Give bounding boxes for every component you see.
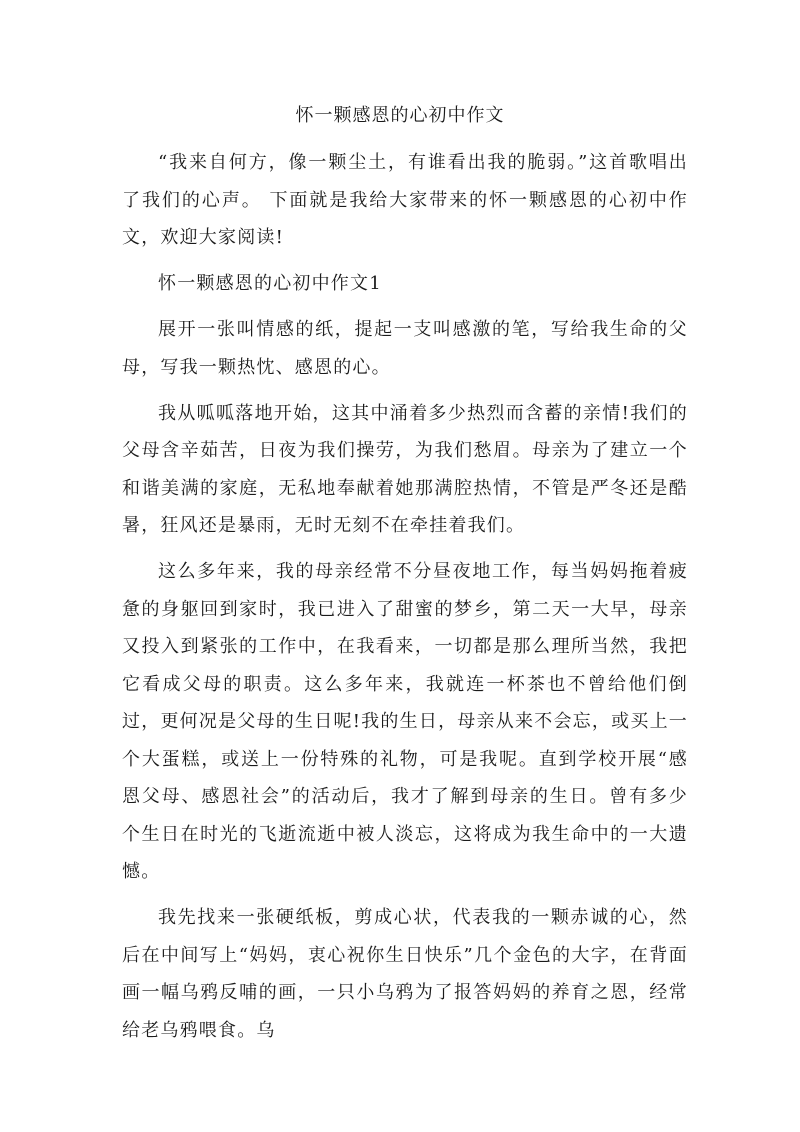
paragraph: 这么多年来，我的母亲经常不分昼夜地工作，每当妈妈拖着疲惫的身躯回到家时，我已进入了甜蜜的梦乡，第二天一大早，母亲又投入到紧张的工作中，在我看来，一切都是那么理所当然，我把它看成父母的职责。这么多年来，我就连一杯茶也不曾给他们倒过，更何况是父母的生日呢!我的生日，母亲从来不会忘，或买上一个大蛋糕，或送上一份特殊的礼物，可是我呢。直到学校开展“感恩父母、感恩社会”的活动后，我才了解到母亲的生日。曾有多少个生日在时光的飞逝流逝中被人淡忘，这将成为我生命中的一大遗憾。: [122, 561, 688, 882]
paragraph: 我先找来一张硬纸板，剪成心状，代表我的一颗赤诚的心，然后在中间写上“妈妈，衷心祝你生日快乐”几个金色的大字，在背面画一幅乌鸦反哺的画，一只小乌鸦为了报答妈妈的养育之恩，经常给老乌鸦喂食。乌: [122, 907, 688, 1041]
document-title: 怀一颗感恩的心初中作文: [295, 105, 505, 126]
paragraph: 展开一张叫情感的纸，提起一支叫感激的笔，写给我生命的父母，写我一颗热忱、感恩的心。: [122, 319, 688, 378]
document-body: [122, 144, 688, 1058]
paragraph-intro: “我来自何方，像一颗尘土，有谁看出我的脆弱。”这首歌唱出了我们的心声。 下面就是我给大家带来的怀一颗感恩的心初中作文，欢迎大家阅读!: [122, 152, 688, 248]
paragraph: 我从呱呱落地开始，这其中涌着多少热烈而含蓄的亲情!我们的父母含辛茹苦，日夜为我们操劳，为我们愁眉。母亲为了建立一个和谐美满的家庭，无私地奉献着她那满腔热情，不管是严冬还是酷暑，狂风还是暴雨，无时无刻不在牵挂着我们。: [122, 402, 688, 536]
section-heading: 怀一颗感恩的心初中作文1: [158, 273, 382, 294]
